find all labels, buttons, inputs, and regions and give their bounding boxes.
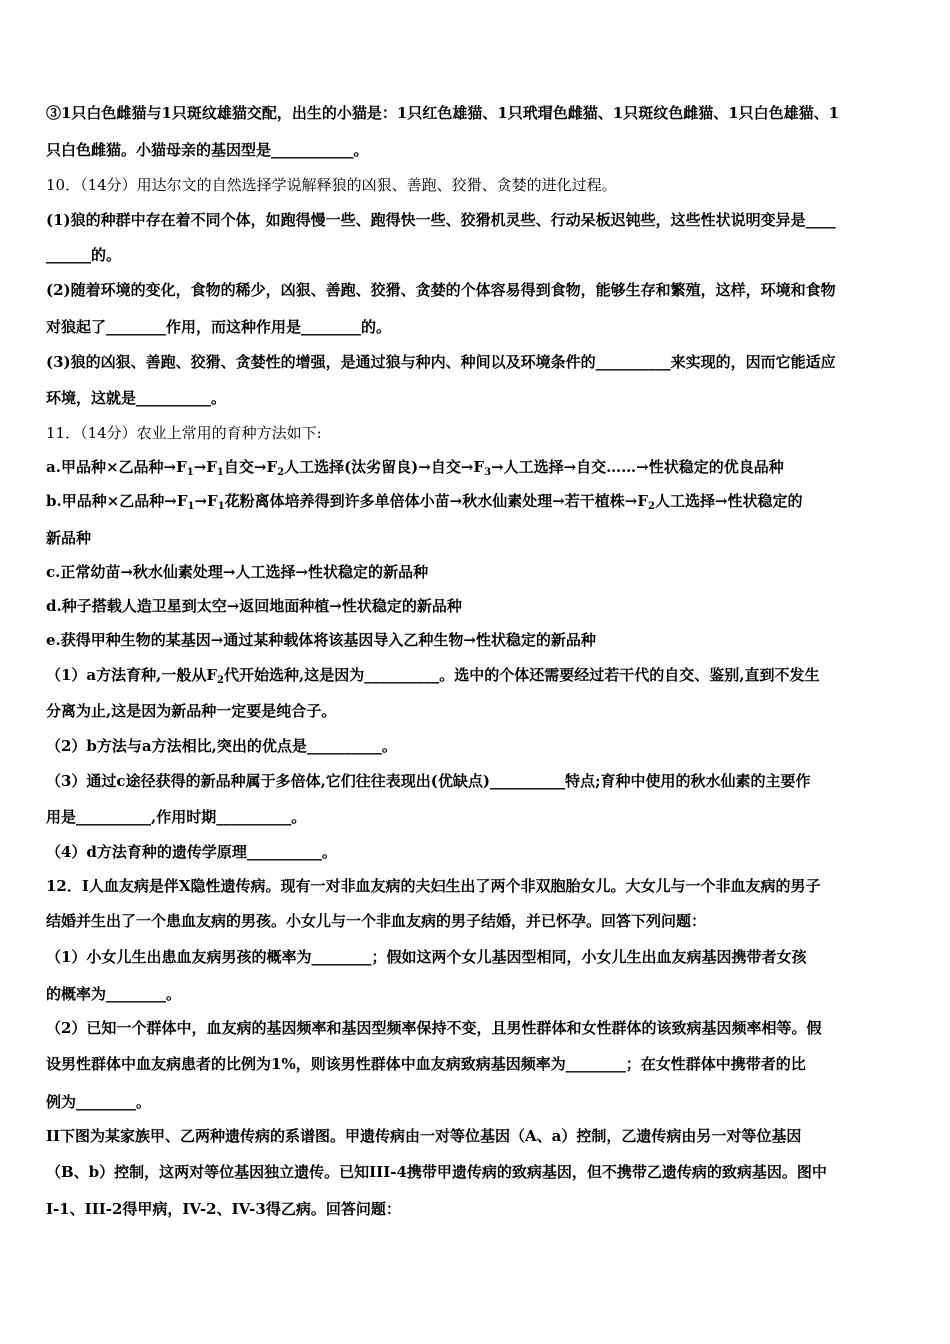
q11-part4: （4）d方法育种的遗传学原理__________。 bbox=[46, 843, 337, 861]
q10-part2-line-2: 对狼起了________作用，而这种作用是________的。 bbox=[46, 318, 392, 336]
q12-part1-line-1: （1）小女儿生出患血友病男孩的概率为________；假如这两个女儿基因型相同，小女儿生出血友病基因携带者女孩 bbox=[46, 948, 807, 966]
q12-part1-line-2: 的概率为________。 bbox=[46, 985, 182, 1003]
q10-part3-line-1: (3)狼的凶狠、善跑、狡猾、贪婪性的增强，是通过狼与种内、种间以及环境条件的__________来实现的，因而它能适应 bbox=[46, 353, 836, 371]
q11-title: 11．（14分）农业上常用的育种方法如下: bbox=[46, 424, 322, 442]
q12-intro-line-1: 12．I人血友病是伴X隐性遗传病。现有一对非血友病的夫妇生出了两个非双胞胎女儿。大女儿与一个非血友病的男子 bbox=[46, 877, 821, 895]
q11-part1-line-1: （1）a方法育种,一般从$F_2$代开始选种,这是因为__________。选中的个体还需要经过若干代的自交、鉴别,直到不发生 bbox=[46, 666, 820, 686]
q10-part1-line-2: ______的。 bbox=[46, 246, 122, 264]
q12-part2-line-1: （2）已知一个群体中，血友病的基因频率和基因型频率保持不变，且男性群体和女性群体的该致病基因频率相等。假 bbox=[46, 1019, 822, 1037]
q12-ii-intro-line-3: I-1、III-2得甲病，IV-2、IV-3得乙病。回答问题： bbox=[46, 1200, 401, 1218]
q12-ii-intro-line-2: （B、b）控制，这两对等位基因独立遗传。已知III-4携带甲遗传病的致病基因，但不携带乙遗传病的致病基因。图中 bbox=[46, 1163, 827, 1181]
q11-method-b-line-2: 新品种 bbox=[46, 529, 92, 547]
q12-ii-intro-line-1: II下图为某家族甲、乙两种遗传病的系谱图。甲遗传病由一对等位基因（A、a）控制，乙遗传病由另一对等位基因 bbox=[46, 1127, 802, 1145]
q11-method-e: e.获得甲种生物的某基因→通过某种载体将该基因导入乙种生物→性状稳定的新品种 bbox=[46, 631, 596, 649]
q10-part2-line-1: (2)随着环境的变化，食物的稀少，凶狠、善跑、狡猾、贪婪的个体容易得到食物，能够生存和繁殖，这样，环境和食物 bbox=[46, 281, 836, 299]
q11-part2: （2）b方法与a方法相比,突出的优点是__________。 bbox=[46, 737, 397, 755]
q9-part3-line-2: 只白色雌猫。小猫母亲的基因型是___________。 bbox=[46, 141, 369, 159]
q11-part1-line-2: 分离为止,这是因为新品种一定要是纯合子。 bbox=[46, 702, 337, 720]
q10-part3-line-2: 环境，这就是__________。 bbox=[46, 389, 227, 407]
q12-part2-line-2: 设男性群体中血友病患者的比例为1%，则该男性群体中血友病致病基因频率为________；在女性群体中携带者的比 bbox=[46, 1055, 806, 1073]
q12-part2-line-3: 例为________。 bbox=[46, 1093, 152, 1111]
q11-method-a: a.甲品种×乙品种$\to F_1\to F_1$自交$\to F_2$人工选择(汰劣留良)→自交$\to F_3\to$人工选择→自交……→性状稳定的优良品种 bbox=[46, 458, 784, 478]
q9-part3-line-1: ③1只白色雌猫与1只斑纹雄猫交配，出生的小猫是：1只红色雄猫、1只玳瑁色雌猫、1只斑纹色雌猫、1只白色雄猫、1 bbox=[46, 104, 840, 122]
q12-intro-line-2: 结婚并生出了一个患血友病的男孩。小女儿与一个非血友病的男子结婚，并已怀孕。回答下列问题： bbox=[46, 912, 707, 930]
q11-part3-line-2: 用是__________,作用时期__________。 bbox=[46, 808, 307, 826]
q10-part1-line-1: (1)狼的种群中存在着不同个体，如跑得慢一些、跑得快一些、狡猾机灵些、行动呆板迟钝些，这些性状说明变异是____ bbox=[46, 211, 836, 229]
q11-method-b-line-1: b.甲品种×乙品种$\to F_1\to F_1$花粉离体培养得到许多单倍体小苗→秋水仙素处理→若干植株$\to F_2$人工选择→性状稳定的 bbox=[46, 492, 803, 512]
q11-method-d: d.种子搭载人造卫星到太空→返回地面种植→性状稳定的新品种 bbox=[46, 597, 462, 615]
q11-part3-line-1: （3）通过c途径获得的新品种属于多倍体,它们往往表现出(优缺点)__________特点;育种中使用的秋水仙素的主要作 bbox=[46, 772, 811, 790]
q10-title: 10．（14分）用达尔文的自然选择学说解释狼的凶狠、善跑、狡猾、贪婪的进化过程。 bbox=[46, 176, 617, 194]
q11-method-c: c.正常幼苗→秋水仙素处理→人工选择→性状稳定的新品种 bbox=[46, 563, 429, 581]
